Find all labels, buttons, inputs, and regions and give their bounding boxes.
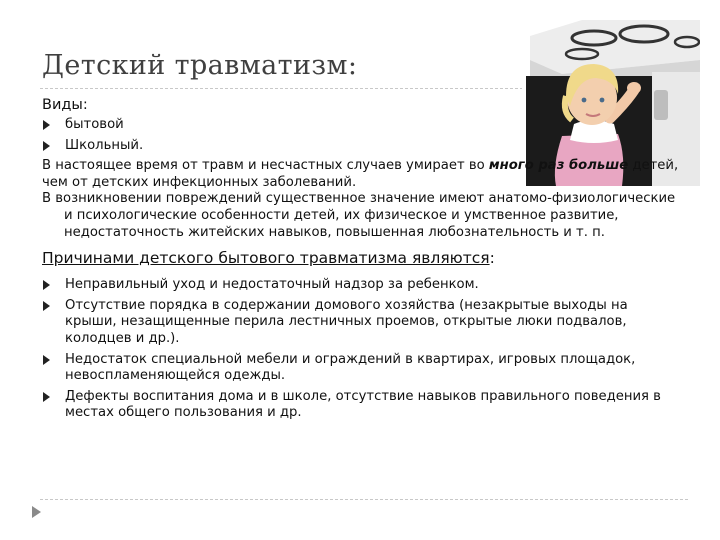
list-item xyxy=(42,389,682,422)
causes-heading-colon: : xyxy=(489,249,495,268)
causes-list xyxy=(42,277,682,422)
bullet-arrow-icon xyxy=(43,141,50,151)
list-item xyxy=(42,277,682,294)
list-item xyxy=(42,352,682,385)
types-heading-label: Виды xyxy=(42,97,83,113)
list-item xyxy=(42,117,682,134)
bullet-arrow-icon xyxy=(43,392,50,402)
corner-arrow-icon xyxy=(32,506,41,518)
list-item-text: Недостаток специальной мебели и ограждений в квартирах, игровых площадок, невоспламеняющейся одежды. xyxy=(65,351,636,384)
footer-divider xyxy=(40,499,688,500)
statistics-paragraph xyxy=(42,158,682,191)
slide-title: Детский травматизм: xyxy=(42,50,358,81)
types-heading-colon: : xyxy=(82,97,88,113)
list-item-text: Неправильный уход и недостаточный надзор за ребенком. xyxy=(65,277,479,293)
factors-paragraph: В возникновении повреждений существенное значение имеют анатомо-физиологические и психологические особенности детей, их физическое и умственное развитие, недостаточность житейских навыков, повышенная любознательность и т. п. xyxy=(42,191,676,240)
list-item-text: Дефекты воспитания дома и в школе, отсутствие навыков правильного поведения в местах общего пользования и др. xyxy=(65,388,661,421)
list-item xyxy=(42,298,682,348)
list-item-text: бытовой xyxy=(65,117,124,132)
bullet-arrow-icon xyxy=(43,280,50,290)
statistics-suffix: детей, чем от детских инфекционных заболеваний. xyxy=(42,158,679,190)
bullet-arrow-icon xyxy=(43,120,50,130)
bullet-arrow-icon xyxy=(43,355,50,365)
types-list xyxy=(42,117,682,154)
list-item-text: Отсутствие порядка в содержании домового хозяйства (незакрытые выходы на крыши, незащищенные перила лестничных проемов, открытые люки подвалов, колодцев и др.). xyxy=(65,297,628,346)
causes-heading xyxy=(42,249,682,268)
statistics-prefix: В настоящее время от травм и несчастных случаев умирает во xyxy=(42,158,489,174)
statistics-emphasis: много раз больше xyxy=(488,158,629,174)
types-heading xyxy=(42,96,682,114)
bullet-arrow-icon xyxy=(43,301,50,311)
list-item xyxy=(42,138,682,155)
slide-content xyxy=(42,96,682,426)
causes-heading-label: Причинами детского бытового травматизма являются xyxy=(42,249,490,268)
list-item-text: Школьный. xyxy=(65,137,144,153)
